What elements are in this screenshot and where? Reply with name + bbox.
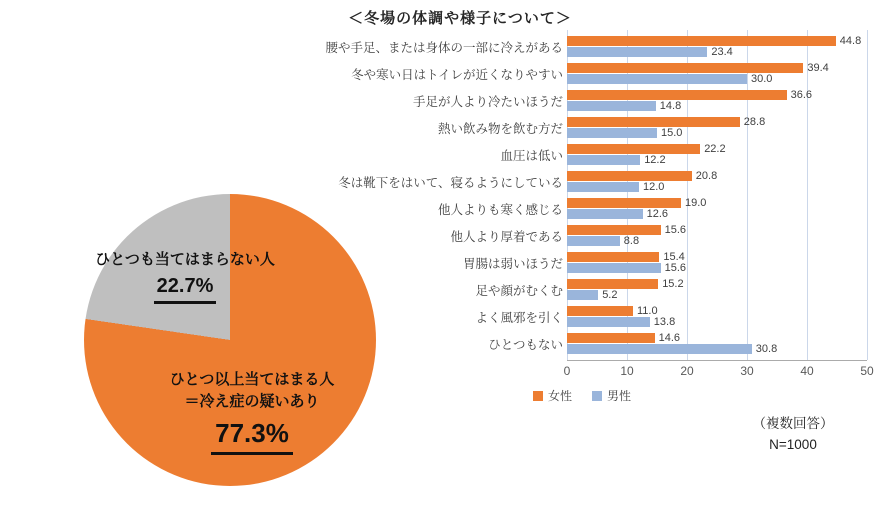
bar-女性 [567,144,700,154]
bar-value-label: 23.4 [711,46,733,58]
bar-value-label: 13.8 [653,316,676,328]
bar-wrap [567,263,867,273]
legend [533,387,631,404]
bar-group [567,333,867,354]
bar-value-label: 36.6 [790,89,813,101]
bar-女性 [567,198,681,208]
legend-item-男性 [592,387,631,404]
bar-wrap [567,182,867,192]
bar-wrap [567,333,867,343]
bar-group [567,279,867,300]
bar-row [285,87,867,114]
x-tick-label: 30 [740,364,754,378]
bar-女性 [567,117,740,127]
bar-row [285,141,867,168]
bar-男性 [567,209,643,219]
bar-女性 [567,171,692,181]
category-label: 冬や寒い日はトイレが近くなりやすい [351,67,563,82]
footnote-multi-answer: （複数回答） [752,416,834,431]
pie-label-negative [55,249,315,304]
bar-女性 [567,333,655,343]
legend-swatch-icon [592,391,602,401]
category-label: 熱い飲み物を飲む方だ [437,121,563,136]
category-label: 足や顔がむくむ [475,283,563,298]
bar-group [567,306,867,327]
bar-wrap [567,209,867,219]
bar-wrap [567,90,867,100]
bar-value-label: 30.0 [751,73,773,85]
bar-value-label: 15.4 [663,251,685,263]
bar-group [567,90,867,111]
pie-percent-positive: 77.3% [211,415,293,456]
bar-value-label: 28.8 [743,116,766,128]
bar-value-label: 11.0 [637,305,658,317]
bar-wrap [567,344,867,354]
bar-group [567,144,867,165]
bar-男性 [567,182,639,192]
bar-group [567,198,867,219]
bar-value-label: 8.8 [623,235,640,247]
bar-女性 [567,63,803,73]
category-label: 手足が人より冷たいほうだ [412,94,563,109]
bar-男性 [567,101,656,111]
bar-row [285,303,867,330]
bar-wrap [567,306,867,316]
bar-wrap [567,47,867,57]
bar-value-label: 12.2 [644,154,666,166]
bar-row [285,33,867,60]
bar-wrap [567,74,867,84]
category-label: 他人よりも寒く感じる [437,202,563,217]
chart-title: ＜冬場の体調や様子について＞ [348,10,572,27]
legend-swatch-icon [533,391,543,401]
bar-男性 [567,344,752,354]
bar-wrap [567,198,867,208]
bar-男性 [567,155,640,165]
footnote-sample-size: N=1000 [769,436,817,452]
category-label: 冬は靴下をはいて、寝るようにしている [338,175,563,190]
bar-group [567,117,867,138]
bar-男性 [567,74,747,84]
bar-男性 [567,47,707,57]
bar-value-label: 39.4 [807,62,829,74]
bar-wrap [567,144,867,154]
bar-value-label: 15.6 [664,224,687,236]
bar-女性 [567,306,633,316]
x-tick-label: 50 [860,364,874,378]
footnote [713,414,873,456]
bar-row [285,249,867,276]
category-label: 血圧は低い [500,148,563,163]
bar-女性 [567,36,836,46]
bar-wrap [567,117,867,127]
category-label: 腰や手足、または身体の一部に冷えがある [325,40,563,55]
bar-value-label: 22.2 [704,143,726,155]
x-tick-label: 40 [800,364,814,378]
bar-value-label: 19.0 [685,197,707,209]
bar-group [567,171,867,192]
bar-value-label: 5.2 [602,289,618,301]
bar-group [567,63,867,84]
bar-wrap [567,236,867,246]
bar-wrap [567,225,867,235]
bar-value-label: 14.6 [658,332,681,344]
bar-value-label: 30.8 [755,343,778,355]
bar-女性 [567,90,787,100]
bar-wrap [567,63,867,73]
category-label: 胃腸は弱いほうだ [462,256,563,271]
legend-label: 女性 [548,389,573,403]
bar-rows [285,33,867,357]
bar-wrap [567,36,867,46]
bar-wrap [567,279,867,289]
bar-女性 [567,279,658,289]
legend-item-女性 [533,387,572,404]
pie-label-positive [127,369,377,455]
bar-男性 [567,128,657,138]
bar-男性 [567,263,661,273]
category-label: 他人より厚着である [450,229,563,244]
pie-label-negative-text: ひとつも当てはまらない人 [95,251,275,268]
bar-row [285,114,867,141]
bar-value-label: 44.8 [839,35,862,47]
bar-value-label: 12.6 [646,208,669,220]
bar-男性 [567,317,650,327]
legend-label: 男性 [607,389,632,403]
bar-wrap [567,155,867,165]
bar-row [285,195,867,222]
bar-group [567,36,867,57]
category-label: ひとつもない [488,337,563,352]
bar-value-label: 14.8 [659,100,682,112]
category-label: よく風邪を引く [475,310,563,325]
gridline [867,30,868,360]
bar-女性 [567,252,659,262]
bar-value-label: 15.6 [664,262,687,274]
x-axis-labels [563,364,874,380]
bar-男性 [567,290,598,300]
bar-group [567,252,867,273]
bar-wrap [567,290,867,300]
bar-value-label: 20.8 [695,170,718,182]
bar-row [285,330,867,357]
bar-group [567,225,867,246]
pie-label-positive-line1: ひとつ以上当てはまる人 [169,371,335,388]
bar-row [285,168,867,195]
bar-女性 [567,225,661,235]
x-tick-label: 0 [563,364,571,378]
bar-wrap [567,101,867,111]
bar-row [285,222,867,249]
bar-男性 [567,236,620,246]
pie-label-positive-line2: ＝冷え症の疑いあり [184,392,320,410]
bar-value-label: 12.0 [643,181,665,193]
x-tick-label: 20 [680,364,694,378]
bar-wrap [567,252,867,262]
x-tick-label: 10 [620,364,634,378]
bar-value-label: 15.2 [662,278,684,290]
bar-value-label: 15.0 [661,127,683,139]
bar-wrap [567,128,867,138]
bar-wrap [567,317,867,327]
bar-row [285,276,867,303]
bar-wrap [567,171,867,181]
pie-percent-negative: 22.7% [154,272,217,304]
bar-row [285,60,867,87]
